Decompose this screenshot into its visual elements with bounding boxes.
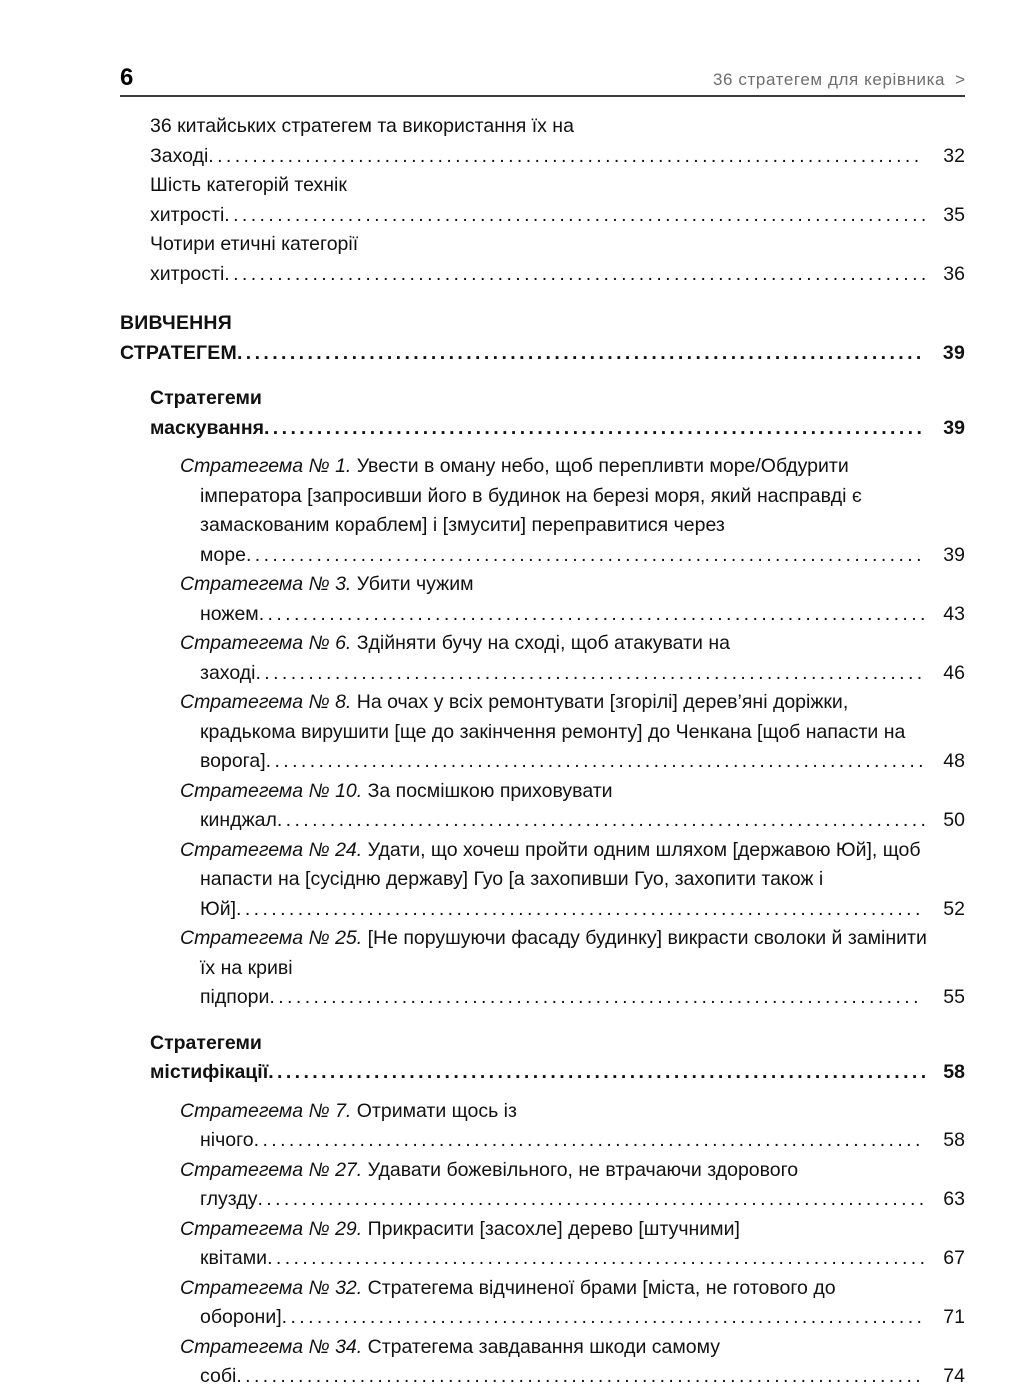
toc-entry-body bbox=[150, 230, 965, 289]
toc-page-number: 36 bbox=[931, 260, 965, 290]
dot-leader: ........................................................................... bbox=[265, 750, 927, 772]
toc-entry-body bbox=[180, 836, 965, 925]
toc-page-number: 63 bbox=[931, 1185, 965, 1215]
toc-page-number: 52 bbox=[931, 895, 965, 925]
dot-leader: ............................................................................ bbox=[258, 602, 929, 625]
toc-page-number: 48 bbox=[931, 747, 965, 777]
toc-entry[interactable] bbox=[180, 1156, 965, 1215]
toc-page-number: 39 bbox=[931, 339, 965, 369]
stratagem-label: Стратегема № 3. bbox=[180, 573, 352, 595]
toc-entry-body bbox=[180, 688, 965, 777]
toc-entry-body bbox=[150, 112, 965, 171]
running-title-group bbox=[713, 70, 965, 90]
dot-leader: .............................................................................. bbox=[236, 1365, 925, 1387]
stratagem-label: Стратегема № 29. bbox=[180, 1217, 363, 1240]
toc-page-number: 58 bbox=[931, 1058, 965, 1088]
toc-entry[interactable] bbox=[150, 1029, 965, 1088]
toc-page-number: 39 bbox=[931, 414, 965, 444]
stratagem-label: Стратегема № 24. bbox=[180, 838, 363, 861]
toc-entry-title: Стратегеми містифікації bbox=[150, 1031, 269, 1083]
toc-entry[interactable] bbox=[180, 629, 965, 688]
toc-entry-body bbox=[120, 309, 965, 368]
dot-leader: ............................................................................ bbox=[257, 1188, 928, 1210]
toc-entry-body bbox=[180, 1215, 965, 1274]
dot-leader: ........................................................................... bbox=[268, 1061, 930, 1083]
section-spacer bbox=[120, 289, 965, 309]
toc-page-number: 71 bbox=[931, 1303, 965, 1333]
dot-leader: ............................................................................ bbox=[253, 1129, 924, 1151]
toc-entry-body bbox=[180, 629, 965, 688]
toc-entry-title: Удавати божевільного, не втрачаючи здорового глузду bbox=[200, 1158, 799, 1210]
toc-entry[interactable] bbox=[150, 171, 965, 230]
toc-entry-title: Увести в оману небо, щоб перепливти море/Обдурити імператора [запросивши його в будинок на березі моря, який насправді є замаскованим кораблем] і [змусити] переправитися через море bbox=[200, 455, 862, 566]
dot-leader: .......................................................................... bbox=[269, 986, 922, 1008]
running-title: 36 стратегем для керівника bbox=[713, 70, 946, 89]
toc-entry[interactable] bbox=[150, 230, 965, 289]
toc-page-number: 39 bbox=[931, 541, 965, 571]
toc-page-number: 50 bbox=[931, 806, 965, 836]
toc-entry-body bbox=[180, 452, 965, 570]
toc-entry-title: Стратегема відчиненої брами [міста, не готового до оборони] bbox=[200, 1276, 836, 1328]
toc-page-number: 35 bbox=[931, 201, 965, 231]
toc-entry-body bbox=[180, 777, 965, 836]
dot-leader: ........................................................................... bbox=[263, 416, 926, 439]
stratagem-label: Стратегема № 6. bbox=[180, 632, 352, 654]
stratagem-label: Стратегема № 1. bbox=[180, 455, 352, 477]
stratagem-label: Стратегема № 25. bbox=[180, 927, 363, 949]
dot-leader: ................................................................................ bbox=[224, 203, 930, 226]
dot-leader: .............................................................................. bbox=[236, 897, 924, 920]
dot-leader: .......................................................................... bbox=[276, 809, 930, 831]
toc-entry[interactable] bbox=[120, 309, 965, 368]
toc-entry-title: Стратегема завдавання шкоди самому собі bbox=[200, 1335, 721, 1387]
toc-entry-body bbox=[180, 570, 965, 629]
section-spacer bbox=[120, 1013, 965, 1029]
toc-entry[interactable] bbox=[180, 1274, 965, 1333]
stratagem-label: Стратегема № 34. bbox=[180, 1335, 363, 1358]
toc-page-number: 43 bbox=[931, 600, 965, 630]
chevron-right-icon: > bbox=[955, 70, 965, 89]
toc-entry[interactable] bbox=[180, 777, 965, 836]
toc-page-number: 55 bbox=[931, 983, 965, 1013]
toc-page-number: 67 bbox=[931, 1244, 965, 1274]
toc-entry-title: Шість категорій технік хитрості bbox=[150, 174, 347, 226]
toc-entry[interactable] bbox=[180, 836, 965, 925]
toc-entry-title: Убити чужим ножем bbox=[200, 573, 474, 625]
toc-page-number: 58 bbox=[931, 1126, 965, 1156]
toc-entry-body bbox=[180, 1156, 965, 1215]
toc-page-number: 32 bbox=[931, 142, 965, 172]
toc-entry-title: 36 китайських стратегем та використання їх на Заході bbox=[150, 115, 574, 167]
dot-leader: ................................................................................. bbox=[208, 144, 923, 167]
toc-page-number: 74 bbox=[931, 1362, 965, 1392]
toc-entry[interactable] bbox=[150, 112, 965, 171]
stratagem-label: Стратегема № 7. bbox=[180, 1099, 352, 1122]
toc-entry-body bbox=[180, 1097, 965, 1156]
page-folio: 6 bbox=[120, 64, 134, 91]
toc-entry-body bbox=[150, 384, 965, 443]
toc-entry-body bbox=[150, 1029, 965, 1088]
dot-leader: ............................................................................. bbox=[245, 543, 925, 566]
toc-entry-title: [Не порушуючи фасаду будинку] викрасти сволоки й замінити їх на криві підпори bbox=[200, 927, 927, 1008]
toc-entry-title: Прикрасити [засохле] дерево [штучними] квітами bbox=[200, 1217, 740, 1269]
toc-entry-body bbox=[180, 1333, 965, 1392]
toc-page-number: 46 bbox=[931, 659, 965, 689]
toc-entry-body bbox=[180, 1274, 965, 1333]
toc-entry[interactable] bbox=[180, 1333, 965, 1392]
toc-entry-title: Удати, що хочеш пройти одним шляхом [державою Юй], щоб напасти на [сусідню державу] Гуо [а захопивши Гуо, захопити також і Юй] bbox=[200, 838, 921, 920]
dot-leader: .............................................................................. bbox=[236, 341, 925, 364]
dot-leader: ................................................................................ bbox=[224, 262, 930, 285]
stratagem-label: Стратегема № 8. bbox=[180, 691, 352, 713]
toc-entry-title: ВИВЧЕННЯ СТРАТЕГЕМ bbox=[120, 312, 237, 364]
toc-entry[interactable] bbox=[180, 924, 965, 1013]
toc-entry[interactable] bbox=[180, 1215, 965, 1274]
dot-leader: ......................................................................... bbox=[281, 1306, 926, 1328]
toc-entry-title: Отримати щось із нічого bbox=[200, 1099, 517, 1151]
dot-leader: ............................................................................ bbox=[255, 661, 926, 684]
stratagem-label: Стратегема № 32. bbox=[180, 1276, 363, 1299]
toc-entry[interactable] bbox=[180, 452, 965, 570]
stratagem-label: Стратегема № 27. bbox=[180, 1158, 363, 1181]
toc-entry[interactable] bbox=[180, 570, 965, 629]
stratagem-label: Стратегема № 10. bbox=[180, 779, 363, 802]
toc-entry-title: За посмішкою приховувати кинджал bbox=[200, 779, 613, 831]
toc-entry-title: На очах у всіх ремонтувати [згорілі] дерев’яні доріжки, крадькома вирушити [ще до закінчення ремонту] до Ченкана [щоб напасти на ворога] bbox=[200, 691, 906, 772]
toc-entry-body bbox=[150, 171, 965, 230]
toc-entry[interactable] bbox=[150, 384, 965, 443]
toc-entry-title: Стратегеми маскування bbox=[150, 387, 264, 439]
table-of-contents bbox=[120, 112, 965, 1392]
section-spacer bbox=[120, 368, 965, 384]
toc-entry[interactable] bbox=[180, 1097, 965, 1156]
toc-entry[interactable] bbox=[180, 688, 965, 777]
toc-entry-title: Здійняти бучу на сході, щоб атакувати на заході bbox=[200, 632, 730, 684]
toc-entry-body bbox=[180, 924, 965, 1013]
running-head bbox=[120, 50, 965, 97]
toc-entry-title: Чотири етичні категорії хитрості bbox=[150, 233, 359, 285]
section-spacer bbox=[120, 443, 965, 452]
dot-leader: ........................................................................... bbox=[267, 1247, 929, 1269]
section-spacer bbox=[120, 1088, 965, 1097]
